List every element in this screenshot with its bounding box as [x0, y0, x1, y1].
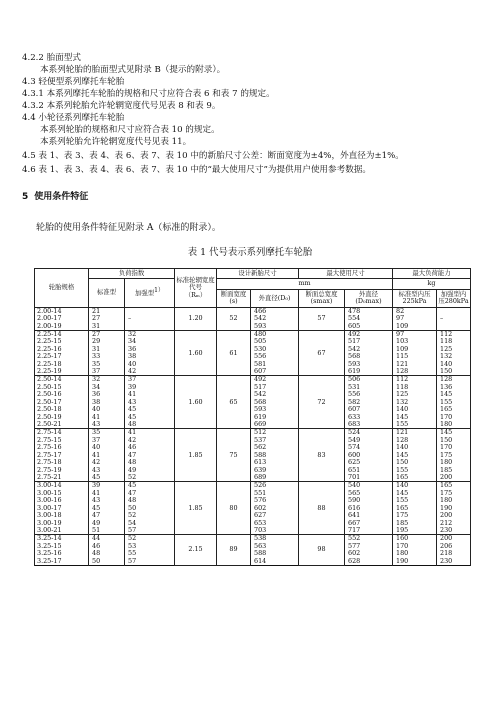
cell-size: 2.25-18: [35, 361, 89, 368]
cell-std-load-capacity: 97: [393, 315, 437, 322]
cell-size: 2.00-17: [35, 315, 89, 322]
cell-outer-diameter: 480: [251, 330, 299, 338]
cell-size: 3.25-17: [35, 558, 89, 566]
cell-reinf-load-capacity: 112: [437, 330, 471, 338]
cell-max-outer-diameter: 619: [345, 368, 393, 376]
cell-std-load-capacity: 112: [393, 376, 437, 384]
cell-section-width: 61: [217, 330, 251, 376]
cell-std-load-capacity: 145: [393, 452, 437, 459]
cell-rim-code: 1.85: [175, 429, 217, 482]
cell-max-outer-diameter: 683: [345, 421, 393, 429]
header-std-pressure: 标准型内压225kPa: [393, 289, 437, 307]
cell-standard-load-index: 48: [89, 550, 125, 557]
cell-reinforced-load-index: 45: [125, 414, 175, 421]
cell-reinforced-load-index: 45: [125, 482, 175, 490]
cell-reinforced-load-index: 52: [125, 535, 175, 543]
cell-std-load-capacity: 165: [393, 474, 437, 482]
cell-standard-load-index: 46: [89, 543, 125, 550]
cell-rim-code: 1.20: [175, 307, 217, 330]
header-outer-diameter: 外直径(D₀): [251, 289, 299, 307]
cell-max-outer-diameter: 667: [345, 520, 393, 527]
clause-line: 4.3.2 本系列轮胎允许轮辋宽度代号见表 8 和表 9。: [22, 101, 221, 111]
cell-std-load-capacity: 160: [393, 535, 437, 543]
cell-outer-diameter: 653: [251, 520, 299, 527]
cell-reinforced-load-index: 37: [125, 376, 175, 384]
cell-size: 2.25-17: [35, 353, 89, 360]
section-number: 5: [22, 192, 29, 202]
cell-standard-load-index: 40: [89, 444, 125, 451]
cell-standard-load-index: 42: [89, 459, 125, 466]
cell-size: 2.50-14: [35, 376, 89, 384]
cell-max-outer-diameter: 651: [345, 467, 393, 474]
cell-size: 2.75-16: [35, 444, 89, 451]
cell-reinf-load-capacity: 125: [437, 346, 471, 353]
cell-reinforced-load-index: 52: [125, 512, 175, 519]
cell-max-outer-diameter: 517: [345, 338, 393, 345]
cell-max-outer-diameter: 641: [345, 512, 393, 519]
clause-line: 4.5 表 1、表 3、表 4、表 6、表 7、表 10 中的新胎尺寸公差：断面宽度为±4%，外直径为±1%。: [22, 151, 404, 161]
cell-outer-diameter: 517: [251, 384, 299, 391]
cell-outer-diameter: 563: [251, 543, 299, 550]
cell-std-load-capacity: 165: [393, 505, 437, 512]
cell-standard-load-index: 45: [89, 474, 125, 482]
cell-max-outer-diameter: 565: [345, 490, 393, 497]
cell-standard-load-index: 47: [89, 512, 125, 519]
cell-reinforced-load-index: 47: [125, 490, 175, 497]
cell-std-load-capacity: 82: [393, 307, 437, 315]
cell-size: 2.75-21: [35, 474, 89, 482]
cell-outer-diameter: 703: [251, 527, 299, 535]
cell-standard-load-index: 34: [89, 384, 125, 391]
cell-max-outer-diameter: 552: [345, 535, 393, 543]
cell-size: 2.75-17: [35, 452, 89, 459]
cell-outer-diameter: 607: [251, 368, 299, 376]
cell-reinf-load-capacity: 170: [437, 444, 471, 451]
cell-outer-diameter: 512: [251, 429, 299, 437]
cell-outer-diameter: 568: [251, 399, 299, 406]
cell-max-outer-diameter: 492: [345, 330, 393, 338]
cell-reinf-load-capacity: 145: [437, 391, 471, 398]
cell-standard-load-index: 41: [89, 414, 125, 421]
header-unit-mm: mm: [217, 279, 393, 289]
cell-max-outer-diameter: 524: [345, 429, 393, 437]
cell-standard-load-index: 49: [89, 520, 125, 527]
cell-size: 3.00-19: [35, 520, 89, 527]
cell-reinforced-load-index: [125, 307, 175, 315]
header-design-size: 设计新胎尺寸: [217, 269, 299, 279]
cell-rim-code: 1.60: [175, 330, 217, 376]
cell-size: 2.25-16: [35, 346, 89, 353]
cell-size: 2.50-17: [35, 399, 89, 406]
cell-std-load-capacity: 150: [393, 459, 437, 466]
cell-max-outer-diameter: 602: [345, 550, 393, 557]
cell-reinforced-load-index: 36: [125, 346, 175, 353]
clause-line: 4.4 小轮径系列摩托车轮胎: [22, 113, 125, 123]
cell-standard-load-index: 43: [89, 467, 125, 474]
cell-size: 2.00-19: [35, 323, 89, 331]
cell-outer-diameter: 588: [251, 550, 299, 557]
cell-max-outer-diameter: 577: [345, 543, 393, 550]
cell-max-outer-diameter: 540: [345, 482, 393, 490]
cell-standard-load-index: 35: [89, 361, 125, 368]
cell-reinf-load-capacity: 118: [437, 338, 471, 345]
cell-max-section-width: 83: [299, 429, 345, 482]
cell-max-outer-diameter: 556: [345, 391, 393, 398]
cell-max-outer-diameter: 701: [345, 474, 393, 482]
header-max-use-size: 最大使用尺寸: [299, 269, 393, 279]
cell-standard-load-index: 38: [89, 399, 125, 406]
cell-std-load-capacity: 180: [393, 550, 437, 557]
cell-reinf-load-capacity: 218: [437, 550, 471, 557]
header-max-section-width: 断面总宽度(smax): [299, 289, 345, 307]
cell-reinforced-load-index: 55: [125, 550, 175, 557]
cell-reinf-load-capacity: 206: [437, 543, 471, 550]
table-body: [35, 307, 471, 565]
cell-size: 2.50-15: [35, 384, 89, 391]
cell-reinforced-load-index: 54: [125, 520, 175, 527]
cell-reinf-load-capacity: 180: [437, 421, 471, 429]
cell-reinf-load-capacity: 170: [437, 414, 471, 421]
cell-reinf-load-capacity: 185: [437, 467, 471, 474]
cell-outer-diameter: 526: [251, 482, 299, 490]
cell-max-outer-diameter: 568: [345, 353, 393, 360]
cell-outer-diameter: 551: [251, 490, 299, 497]
cell-reinforced-load-index: 43: [125, 399, 175, 406]
cell-reinforced-load-index: –: [125, 315, 175, 322]
cell-outer-diameter: 492: [251, 376, 299, 384]
clause-line: 4.3.1 本系列摩托车轮胎的规格和尺寸应符合表 6 和表 7 的规定。: [22, 89, 275, 99]
cell-rim-code: 2.15: [175, 535, 217, 566]
cell-size: 3.00-16: [35, 497, 89, 504]
cell-outer-diameter: 593: [251, 323, 299, 331]
clause-line: 本系列轮胎的规格和尺寸应符合表 10 的规定。: [40, 125, 220, 135]
table-header: [35, 269, 471, 308]
cell-reinforced-load-index: 42: [125, 437, 175, 444]
cell-outer-diameter: 542: [251, 391, 299, 398]
cell-max-outer-diameter: 542: [345, 346, 393, 353]
cell-reinforced-load-index: 50: [125, 505, 175, 512]
cell-size: 3.00-14: [35, 482, 89, 490]
cell-reinforced-load-index: 48: [125, 459, 175, 466]
cell-size: 2.25-19: [35, 368, 89, 376]
cell-standard-load-index: 41: [89, 490, 125, 497]
cell-std-load-capacity: 115: [393, 353, 437, 360]
cell-reinf-load-capacity: 230: [437, 527, 471, 535]
cell-section-width: 52: [217, 307, 251, 330]
cell-standard-load-index: 36: [89, 391, 125, 398]
cell-reinforced-load-index: 42: [125, 368, 175, 376]
cell-reinforced-load-index: 41: [125, 429, 175, 437]
cell-outer-diameter: 689: [251, 474, 299, 482]
cell-std-load-capacity: 132: [393, 399, 437, 406]
cell-outer-diameter: 538: [251, 535, 299, 543]
cell-standard-load-index: 51: [89, 527, 125, 535]
cell-std-load-capacity: 195: [393, 527, 437, 535]
cell-standard-load-index: 41: [89, 452, 125, 459]
cell-max-outer-diameter: 582: [345, 399, 393, 406]
cell-max-section-width: 72: [299, 376, 345, 429]
cell-outer-diameter: 542: [251, 315, 299, 322]
cell-section-width: 75: [217, 429, 251, 482]
cell-rim-code: 1.60: [175, 376, 217, 429]
cell-std-load-capacity: 121: [393, 429, 437, 437]
cell-max-outer-diameter: 633: [345, 414, 393, 421]
table-caption: 表 1 代号表示系列摩托车轮胎: [187, 247, 313, 258]
cell-outer-diameter: 669: [251, 421, 299, 429]
cell-reinforced-load-index: 41: [125, 391, 175, 398]
clause-line: 4.2.2 胎面型式: [22, 53, 81, 63]
cell-size: 3.00-17: [35, 505, 89, 512]
section-text: 轮胎的使用条件特征见附录 A（标准的附录）。: [36, 223, 221, 233]
cell-size: 2.25-15: [35, 338, 89, 345]
cell-outer-diameter: 505: [251, 338, 299, 345]
cell-outer-diameter: 593: [251, 406, 299, 413]
cell-outer-diameter: 613: [251, 459, 299, 466]
clause-line: 4.3 轻便型系列摩托车轮胎: [22, 77, 125, 87]
section-heading: [22, 189, 88, 202]
cell-reinforced-load-index: 45: [125, 406, 175, 413]
cell-standard-load-index: 37: [89, 437, 125, 444]
cell-standard-load-index: 27: [89, 330, 125, 338]
clause-line: 4.6 表 1、表 3、表 4、表 6、表 7、表 10 中的“最大使用尺寸”为提供用户使用参考数据。: [22, 165, 371, 175]
header-unit-kg: kg: [393, 279, 471, 289]
cell-std-load-capacity: 175: [393, 512, 437, 519]
cell-std-load-capacity: 140: [393, 406, 437, 413]
cell-size: 2.75-15: [35, 437, 89, 444]
cell-reinf-load-capacity: 128: [437, 376, 471, 384]
header-rim-code-symbol: （Rₘ）: [184, 290, 207, 299]
cell-standard-load-index: 43: [89, 497, 125, 504]
cell-size: 2.75-19: [35, 467, 89, 474]
cell-reinforced-load-index: 32: [125, 330, 175, 338]
clause-line: 本系列轮胎的胎面型式见附录 B（提示的附录）。: [40, 65, 226, 75]
cell-outer-diameter: 588: [251, 452, 299, 459]
cell-standard-load-index: 44: [89, 535, 125, 543]
header-standard: 标准型: [89, 279, 125, 307]
cell-standard-load-index: 32: [89, 376, 125, 384]
cell-reinforced-load-index: 49: [125, 467, 175, 474]
cell-standard-load-index: 43: [89, 421, 125, 429]
cell-section-width: 65: [217, 376, 251, 429]
cell-std-load-capacity: 118: [393, 384, 437, 391]
cell-reinf-load-capacity: 180: [437, 459, 471, 466]
cell-size: 3.00-21: [35, 527, 89, 535]
cell-reinf-load-capacity: 200: [437, 535, 471, 543]
cell-outer-diameter: 576: [251, 497, 299, 504]
cell-reinforced-load-index: 52: [125, 474, 175, 482]
table-row: [35, 558, 471, 566]
cell-size: 2.75-14: [35, 429, 89, 437]
cell-size: 2.50-21: [35, 421, 89, 429]
cell-std-load-capacity: 128: [393, 437, 437, 444]
cell-standard-load-index: 29: [89, 338, 125, 345]
cell-rim-code: 1.85: [175, 482, 217, 535]
cell-size: 3.25-15: [35, 543, 89, 550]
header-max-load: 最大负荷能力: [393, 269, 471, 279]
cell-reinf-load-capacity: 150: [437, 437, 471, 444]
cell-reinf-load-capacity: 212: [437, 520, 471, 527]
cell-reinforced-load-index: 38: [125, 353, 175, 360]
header-section-width: 断面宽度(s): [217, 289, 251, 307]
cell-size: 3.25-16: [35, 550, 89, 557]
cell-max-outer-diameter: 607: [345, 406, 393, 413]
header-rim-code: [175, 269, 217, 308]
cell-section-width: 89: [217, 535, 251, 566]
cell-reinf-load-capacity: –: [437, 315, 471, 322]
cell-std-load-capacity: 103: [393, 338, 437, 345]
cell-standard-load-index: 33: [89, 353, 125, 360]
cell-std-load-capacity: 145: [393, 490, 437, 497]
cell-reinf-load-capacity: 140: [437, 361, 471, 368]
cell-outer-diameter: 639: [251, 467, 299, 474]
cell-section-width: 80: [217, 482, 251, 535]
cell-reinf-load-capacity: 175: [437, 490, 471, 497]
tire-spec-table: [34, 268, 471, 566]
cell-size: 2.50-18: [35, 406, 89, 413]
cell-outer-diameter: 627: [251, 512, 299, 519]
cell-reinf-load-capacity: 132: [437, 353, 471, 360]
cell-std-load-capacity: 190: [393, 558, 437, 566]
cell-size: 3.00-18: [35, 512, 89, 519]
header-max-outer-diameter: 外直径(D₀max): [345, 289, 393, 307]
cell-max-outer-diameter: 590: [345, 497, 393, 504]
cell-standard-load-index: 37: [89, 368, 125, 376]
cell-standard-load-index: 40: [89, 406, 125, 413]
cell-size: 2.75-18: [35, 459, 89, 466]
cell-max-outer-diameter: 616: [345, 505, 393, 512]
header-reinforced-label: 加强型: [135, 289, 155, 298]
cell-reinforced-load-index: 48: [125, 421, 175, 429]
cell-reinf-load-capacity: 180: [437, 497, 471, 504]
cell-reinforced-load-index: 39: [125, 384, 175, 391]
cell-size: 2.25-14: [35, 330, 89, 338]
cell-max-outer-diameter: 574: [345, 444, 393, 451]
cell-max-outer-diameter: 554: [345, 315, 393, 322]
cell-max-outer-diameter: 593: [345, 361, 393, 368]
cell-standard-load-index: 35: [89, 429, 125, 437]
cell-standard-load-index: 27: [89, 315, 125, 322]
cell-size: 2.00-14: [35, 307, 89, 315]
cell-std-load-capacity: 155: [393, 421, 437, 429]
cell-reinforced-load-index: 48: [125, 497, 175, 504]
cell-reinf-load-capacity: 190: [437, 505, 471, 512]
cell-reinf-load-capacity: 150: [437, 368, 471, 376]
cell-std-load-capacity: 97: [393, 330, 437, 338]
cell-max-section-width: 57: [299, 307, 345, 330]
cell-size: 2.50-16: [35, 391, 89, 398]
header-size: 轮胎规格: [35, 269, 89, 308]
cell-max-section-width: 98: [299, 535, 345, 566]
cell-reinf-load-capacity: 175: [437, 452, 471, 459]
cell-max-outer-diameter: 625: [345, 459, 393, 466]
cell-std-load-capacity: 109: [393, 346, 437, 353]
cell-reinf-load-capacity: 200: [437, 512, 471, 519]
cell-max-outer-diameter: 549: [345, 437, 393, 444]
cell-reinf-load-capacity: 200: [437, 474, 471, 482]
cell-max-section-width: 67: [299, 330, 345, 376]
cell-reinf-load-capacity: 145: [437, 429, 471, 437]
cell-std-load-capacity: 155: [393, 497, 437, 504]
cell-reinf-load-capacity: 165: [437, 406, 471, 413]
cell-reinforced-load-index: 57: [125, 527, 175, 535]
cell-reinf-load-capacity: 155: [437, 399, 471, 406]
cell-std-load-capacity: 121: [393, 361, 437, 368]
cell-std-load-capacity: 128: [393, 368, 437, 376]
clause-line: 本系列轮胎允许轮辋宽度代号见表 11。: [40, 137, 192, 147]
header-reinforced: [125, 279, 175, 307]
cell-outer-diameter: 602: [251, 505, 299, 512]
cell-outer-diameter: 556: [251, 353, 299, 360]
cell-outer-diameter: 619: [251, 414, 299, 421]
cell-max-outer-diameter: 600: [345, 452, 393, 459]
cell-size: 2.50-19: [35, 414, 89, 421]
header-rim-code-label: 标准轮辋宽度代号: [176, 275, 215, 292]
cell-max-outer-diameter: 628: [345, 558, 393, 566]
cell-standard-load-index: 50: [89, 558, 125, 566]
cell-max-outer-diameter: 717: [345, 527, 393, 535]
header-reinforced-note: 1）: [154, 287, 164, 295]
cell-standard-load-index: 21: [89, 307, 125, 315]
cell-standard-load-index: 31: [89, 346, 125, 353]
header-load-index: 负荷指数: [89, 269, 175, 279]
header-reinf-pressure: 加强型内压280kPa: [438, 289, 469, 306]
cell-reinforced-load-index: 34: [125, 338, 175, 345]
cell-std-load-capacity: 145: [393, 414, 437, 421]
cell-standard-load-index: 39: [89, 482, 125, 490]
cell-std-load-capacity: 140: [393, 482, 437, 490]
cell-size: 3.25-14: [35, 535, 89, 543]
cell-reinforced-load-index: 47: [125, 452, 175, 459]
cell-std-load-capacity: 140: [393, 444, 437, 451]
cell-standard-load-index: 31: [89, 323, 125, 331]
cell-outer-diameter: 581: [251, 361, 299, 368]
cell-reinf-load-capacity: 230: [437, 558, 471, 566]
cell-max-outer-diameter: 506: [345, 376, 393, 384]
cell-std-load-capacity: 155: [393, 467, 437, 474]
cell-std-load-capacity: 125: [393, 391, 437, 398]
cell-outer-diameter: 530: [251, 346, 299, 353]
cell-outer-diameter: 537: [251, 437, 299, 444]
cell-max-outer-diameter: 531: [345, 384, 393, 391]
cell-reinforced-load-index: 40: [125, 361, 175, 368]
cell-reinf-load-capacity: 165: [437, 482, 471, 490]
cell-max-section-width: 88: [299, 482, 345, 535]
cell-max-outer-diameter: 605: [345, 323, 393, 331]
cell-outer-diameter: 466: [251, 307, 299, 315]
cell-size: 3.00-15: [35, 490, 89, 497]
cell-reinforced-load-index: 46: [125, 444, 175, 451]
cell-reinforced-load-index: 57: [125, 558, 175, 566]
cell-std-load-capacity: 109: [393, 323, 437, 331]
section-title: 使用条件特征: [34, 192, 89, 202]
cell-std-load-capacity: 170: [393, 543, 437, 550]
cell-standard-load-index: 45: [89, 505, 125, 512]
cell-reinforced-load-index: 53: [125, 543, 175, 550]
cell-outer-diameter: 614: [251, 558, 299, 566]
cell-max-outer-diameter: 478: [345, 307, 393, 315]
cell-reinf-load-capacity: 136: [437, 384, 471, 391]
cell-outer-diameter: 562: [251, 444, 299, 451]
cell-std-load-capacity: 185: [393, 520, 437, 527]
